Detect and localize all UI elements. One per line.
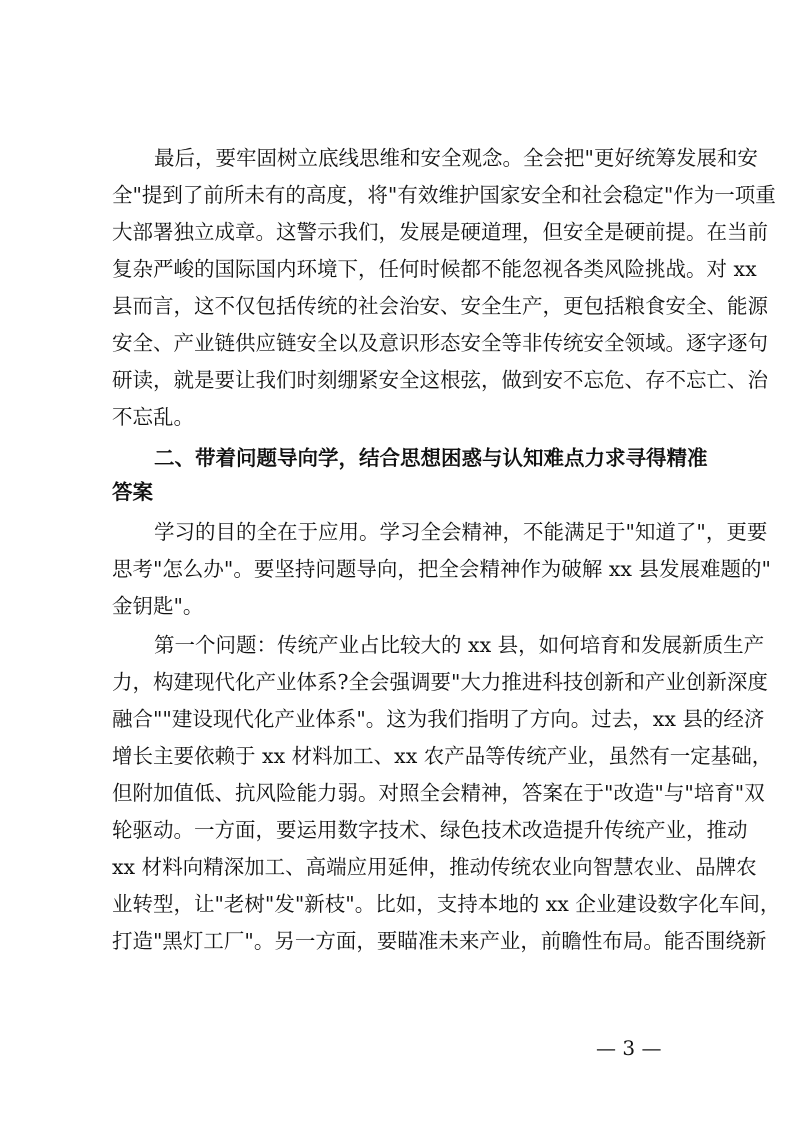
paragraph-line: 不忘乱。 bbox=[112, 405, 194, 429]
paragraph-line: 全"提到了前所未有的高度，将"有效维护国家安全和社会稳定"作为一项重 bbox=[112, 183, 776, 207]
paragraph-line: 金钥匙"。 bbox=[112, 594, 204, 618]
section-heading: 答案 bbox=[112, 480, 153, 504]
paragraph-line: 第一个问题：传统产业占比较大的 xx 县，如何培育和发展新质生产 bbox=[154, 633, 765, 657]
paragraph-line: 最后，要牢固树立底线思维和安全观念。全会把"更好统筹发展和安 bbox=[154, 146, 758, 170]
paragraph-line: 安全、产业链供应链安全以及意识形态安全等非传统安全领域。逐字逐句 bbox=[112, 331, 768, 355]
page-number: — 3 — bbox=[596, 1036, 662, 1060]
paragraph-line: 增长主要依赖于 xx 材料加工、xx 农产品等传统产业，虽然有一定基础， bbox=[112, 744, 773, 768]
paragraph-line: 力，构建现代化产业体系?全会强调要"大力推进科技创新和产业创新深度 bbox=[112, 670, 768, 694]
paragraph-line: xx 材料向精深加工、高端应用延伸，推动传统农业向智慧农业、品牌农 bbox=[112, 855, 757, 879]
section-heading: 二、带着问题导向学，结合思想困惑与认知难点力求寻得精准 bbox=[154, 446, 708, 470]
paragraph-line: 学习的目的全在于应用。学习全会精神，不能满足于"知道了"，更要 bbox=[154, 520, 768, 544]
paragraph-line: 打造"黑灯工厂"。另一方面，要瞄准未来产业，前瞻性布局。能否围绕新 bbox=[112, 929, 767, 953]
paragraph-line: 研读，就是要让我们时刻绷紧安全这根弦，做到安不忘危、存不忘亡、治 bbox=[112, 368, 768, 392]
paragraph-line: 但附加值低、抗风险能力弱。对照全会精神，答案在于"改造"与"培育"双 bbox=[112, 781, 765, 805]
paragraph-line: 轮驱动。一方面，要运用数字技术、绿色技术改造提升传统产业，推动 bbox=[112, 818, 748, 842]
paragraph-line: 思考"怎么办"。要坚持问题导向，把全会精神作为破解 xx 县发展难题的" bbox=[112, 557, 771, 581]
paragraph-line: 县而言，这不仅包括传统的社会治安、安全生产，更包括粮食安全、能源 bbox=[112, 294, 768, 318]
paragraph-line: 复杂严峻的国际国内环境下，任何时候都不能忽视各类风险挑战。对 xx bbox=[112, 257, 757, 281]
paragraph-line: 大部署独立成章。这警示我们，发展是硬道理，但安全是硬前提。在当前 bbox=[112, 220, 768, 244]
paragraph-line: 融合""建设现代化产业体系"。这为我们指明了方向。过去，xx 县的经济 bbox=[112, 707, 765, 731]
paragraph-line: 业转型，让"老树"发"新枝"。比如，支持本地的 xx 企业建设数字化车间， bbox=[112, 892, 781, 916]
